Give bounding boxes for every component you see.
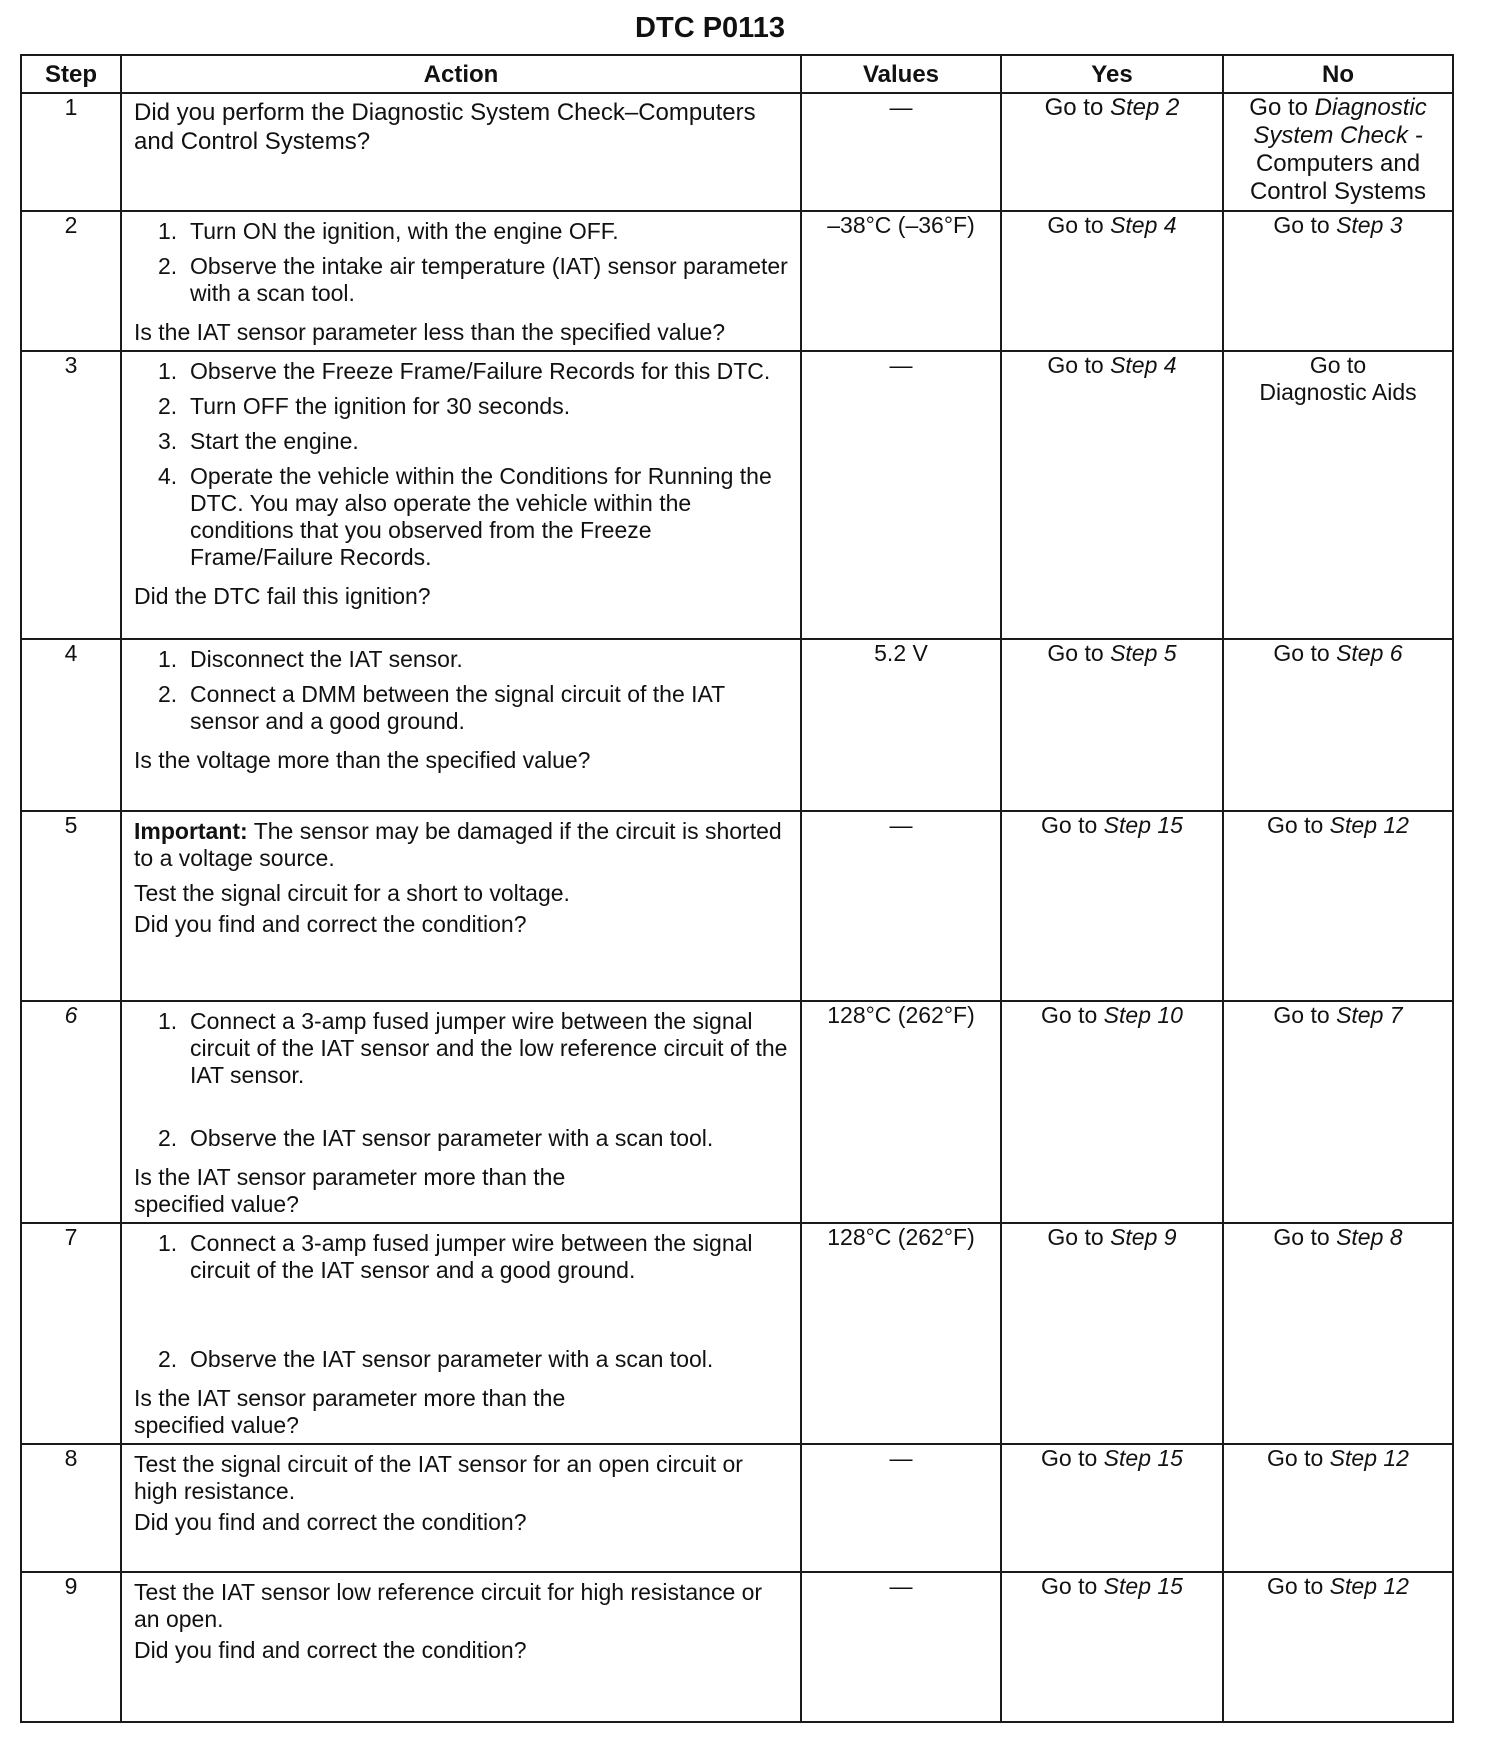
no-cell — [1223, 1223, 1453, 1444]
no-cell — [1223, 1444, 1453, 1572]
list-item: 2. Observe the intake air temperature (IAT) sensor parameter with a scan tool. — [158, 253, 788, 306]
no-step-link[interactable]: Step 12 — [1329, 812, 1409, 838]
yes-step-link[interactable]: Step 10 — [1103, 1002, 1183, 1028]
action-steps — [134, 218, 790, 315]
no-step-link[interactable]: Step 8 — [1336, 1224, 1403, 1250]
list-item: 1. Connect a 3-amp fused jumper wire between the signal circuit of the IAT sensor and the low reference circuit of the IAT sensor. — [158, 1008, 788, 1088]
table-row — [21, 1001, 1453, 1223]
values-cell: — — [801, 351, 1001, 639]
question-text: Is the IAT sensor parameter more than the specified value? — [134, 1164, 566, 1217]
action-cell — [121, 1223, 801, 1444]
table-row — [21, 93, 1453, 211]
yes-cell — [1001, 639, 1223, 811]
yes-cell — [1001, 1223, 1223, 1444]
no-link-diagnostic-aids[interactable]: Diagnostic Aids — [1259, 379, 1417, 405]
action-cell — [121, 811, 801, 1001]
go-to-label: Go to — [1044, 94, 1104, 121]
list-item: 1. Turn ON the ignition, with the engine OFF. — [158, 218, 619, 244]
step-number: 5 — [21, 811, 121, 1001]
yes-step-link[interactable]: Step 9 — [1110, 1224, 1177, 1250]
question-text: Is the IAT sensor parameter more than the specified value? — [134, 1385, 566, 1438]
no-step-link[interactable]: Step 12 — [1329, 1573, 1409, 1599]
table-row — [21, 811, 1453, 1001]
go-to-label: Go to — [1041, 1573, 1098, 1599]
yes-step-link[interactable]: Step 2 — [1109, 94, 1180, 121]
page-title: DTC P0113 — [635, 12, 785, 44]
step-number: 3 — [21, 351, 121, 639]
yes-step-link[interactable]: Step 4 — [1110, 352, 1177, 378]
step-number: 8 — [21, 1444, 121, 1572]
no-cell — [1223, 351, 1453, 639]
yes-cell — [1001, 1572, 1223, 1722]
list-item: 1. Disconnect the IAT sensor. — [158, 646, 463, 672]
no-cell — [1223, 1001, 1453, 1223]
question-text: Is the IAT sensor parameter less than the specified value? — [134, 319, 726, 345]
action-steps — [134, 1230, 790, 1381]
no-cell — [1223, 93, 1453, 211]
yes-cell — [1001, 351, 1223, 639]
yes-step-link[interactable]: Step 4 — [1110, 212, 1177, 238]
values-cell: — — [801, 811, 1001, 1001]
list-item: 1. Observe the Freeze Frame/Failure Records for this DTC. — [158, 358, 771, 384]
action-text: Test the signal circuit of the IAT sensor for an open circuit or high resistance. — [134, 1451, 743, 1504]
action-steps — [134, 646, 790, 743]
yes-step-link[interactable]: Step 15 — [1103, 1445, 1183, 1471]
step-number: 4 — [21, 639, 121, 811]
no-link-line-1[interactable]: Diagnostic — [1314, 94, 1427, 121]
step-number: 7 — [21, 1223, 121, 1444]
header-yes: Yes — [1001, 55, 1223, 93]
question-text: Did you find and correct the condition? — [134, 1509, 527, 1535]
table-row — [21, 1444, 1453, 1572]
values-cell: — — [801, 93, 1001, 211]
action-steps — [134, 1008, 790, 1160]
values-cell: 5.2 V — [801, 639, 1001, 811]
header-action: Action — [121, 55, 801, 93]
no-step-link[interactable]: Step 12 — [1329, 1445, 1409, 1471]
go-to-label: Go to — [1309, 352, 1367, 378]
go-to-label: Go to — [1273, 640, 1330, 666]
yes-step-link[interactable]: Step 5 — [1110, 640, 1177, 666]
yes-cell — [1001, 1444, 1223, 1572]
no-link-line-4[interactable]: Control Systems — [1249, 178, 1427, 205]
no-cell — [1223, 639, 1453, 811]
question-text: Did you find and correct the condition? — [134, 911, 527, 937]
no-step-link[interactable]: Step 7 — [1336, 1002, 1403, 1028]
question-text: Is the voltage more than the specified value? — [134, 747, 591, 773]
values-cell: 128°C (262°F) — [801, 1001, 1001, 1223]
yes-cell — [1001, 1001, 1223, 1223]
no-step-link[interactable]: Step 6 — [1336, 640, 1403, 666]
yes-cell — [1001, 211, 1223, 351]
list-item: 4. Operate the vehicle within the Conditions for Running the DTC. You may also operate the vehicle within the conditions that you observed from the Freeze Frame/Failure Records. — [158, 463, 772, 570]
question-text: Did you find and correct the condition? — [134, 1637, 527, 1663]
header-no: No — [1223, 55, 1453, 93]
yes-step-link[interactable]: Step 15 — [1103, 1573, 1183, 1599]
table-row — [21, 1223, 1453, 1444]
step-number: 1 — [21, 93, 121, 211]
action-cell — [121, 93, 801, 211]
go-to-label: Go to — [1273, 212, 1330, 238]
no-cell — [1223, 1572, 1453, 1722]
go-to-label: Go to — [1267, 1445, 1324, 1471]
action-cell — [121, 1001, 801, 1223]
go-to-label: Go to — [1267, 1573, 1324, 1599]
yes-cell — [1001, 93, 1223, 211]
go-to-label: Go to — [1273, 1224, 1330, 1250]
header-step: Step — [21, 55, 121, 93]
list-item: 1. Connect a 3-amp fused jumper wire between the signal circuit of the IAT sensor and a good ground. — [158, 1230, 753, 1283]
list-item: 2. Turn OFF the ignition for 30 seconds. — [158, 393, 571, 419]
values-cell: –38°C (–36°F) — [801, 211, 1001, 351]
table-row — [21, 639, 1453, 811]
action-text: Did you perform the Diagnostic System Check–Computers and Control Systems? — [134, 99, 756, 155]
go-to-label: Go to — [1041, 1002, 1098, 1028]
no-link-line-3[interactable]: Computers and — [1255, 150, 1421, 177]
dtc-table — [20, 54, 1454, 1723]
action-text: Test the signal circuit for a short to voltage. — [134, 880, 570, 906]
go-to-label: Go to — [1267, 812, 1324, 838]
action-text: Test the IAT sensor low reference circuit for high resistance or an open. — [134, 1579, 763, 1632]
yes-cell — [1001, 811, 1223, 1001]
list-item: 2. Connect a DMM between the signal circuit of the IAT sensor and a good ground. — [158, 681, 725, 734]
table-row — [21, 351, 1453, 639]
action-cell — [121, 351, 801, 639]
action-cell — [121, 639, 801, 811]
go-to-label: Go to — [1041, 812, 1098, 838]
step-number: 6 — [21, 1001, 121, 1223]
values-cell: — — [801, 1572, 1001, 1722]
question-text: Did the DTC fail this ignition? — [134, 583, 431, 609]
action-cell — [121, 1572, 801, 1722]
go-to-label: Go to — [1047, 640, 1104, 666]
no-cell — [1223, 811, 1453, 1001]
go-to-label: Go to — [1273, 1002, 1330, 1028]
go-to-label: Go to — [1047, 212, 1104, 238]
step-number: 2 — [21, 211, 121, 351]
table-row — [21, 1572, 1453, 1722]
list-item: 3. Start the engine. — [158, 428, 359, 454]
action-steps — [134, 358, 790, 579]
table-row — [21, 211, 1453, 351]
table-header-row — [21, 55, 1453, 93]
go-to-label: Go to — [1041, 1445, 1098, 1471]
no-cell — [1223, 211, 1453, 351]
action-cell — [121, 1444, 801, 1572]
action-cell — [121, 211, 801, 351]
go-to-label: Go to — [1047, 1224, 1104, 1250]
values-cell: 128°C (262°F) — [801, 1223, 1001, 1444]
list-item: 2. Observe the IAT sensor parameter with a scan tool. — [158, 1346, 714, 1372]
list-item: 2. Observe the IAT sensor parameter with a scan tool. — [158, 1125, 714, 1151]
go-to-label: Go to — [1047, 352, 1104, 378]
values-cell: — — [801, 1444, 1001, 1572]
no-link-line-2[interactable]: System Check - — [1253, 122, 1423, 149]
go-to-label: Go to — [1249, 94, 1308, 121]
no-step-link[interactable]: Step 3 — [1336, 212, 1403, 238]
step-number: 9 — [21, 1572, 121, 1722]
header-values: Values — [801, 55, 1001, 93]
important-note: Important: The sensor may be damaged if the circuit is shorted to a voltage source. — [134, 818, 782, 871]
yes-step-link[interactable]: Step 15 — [1103, 812, 1183, 838]
